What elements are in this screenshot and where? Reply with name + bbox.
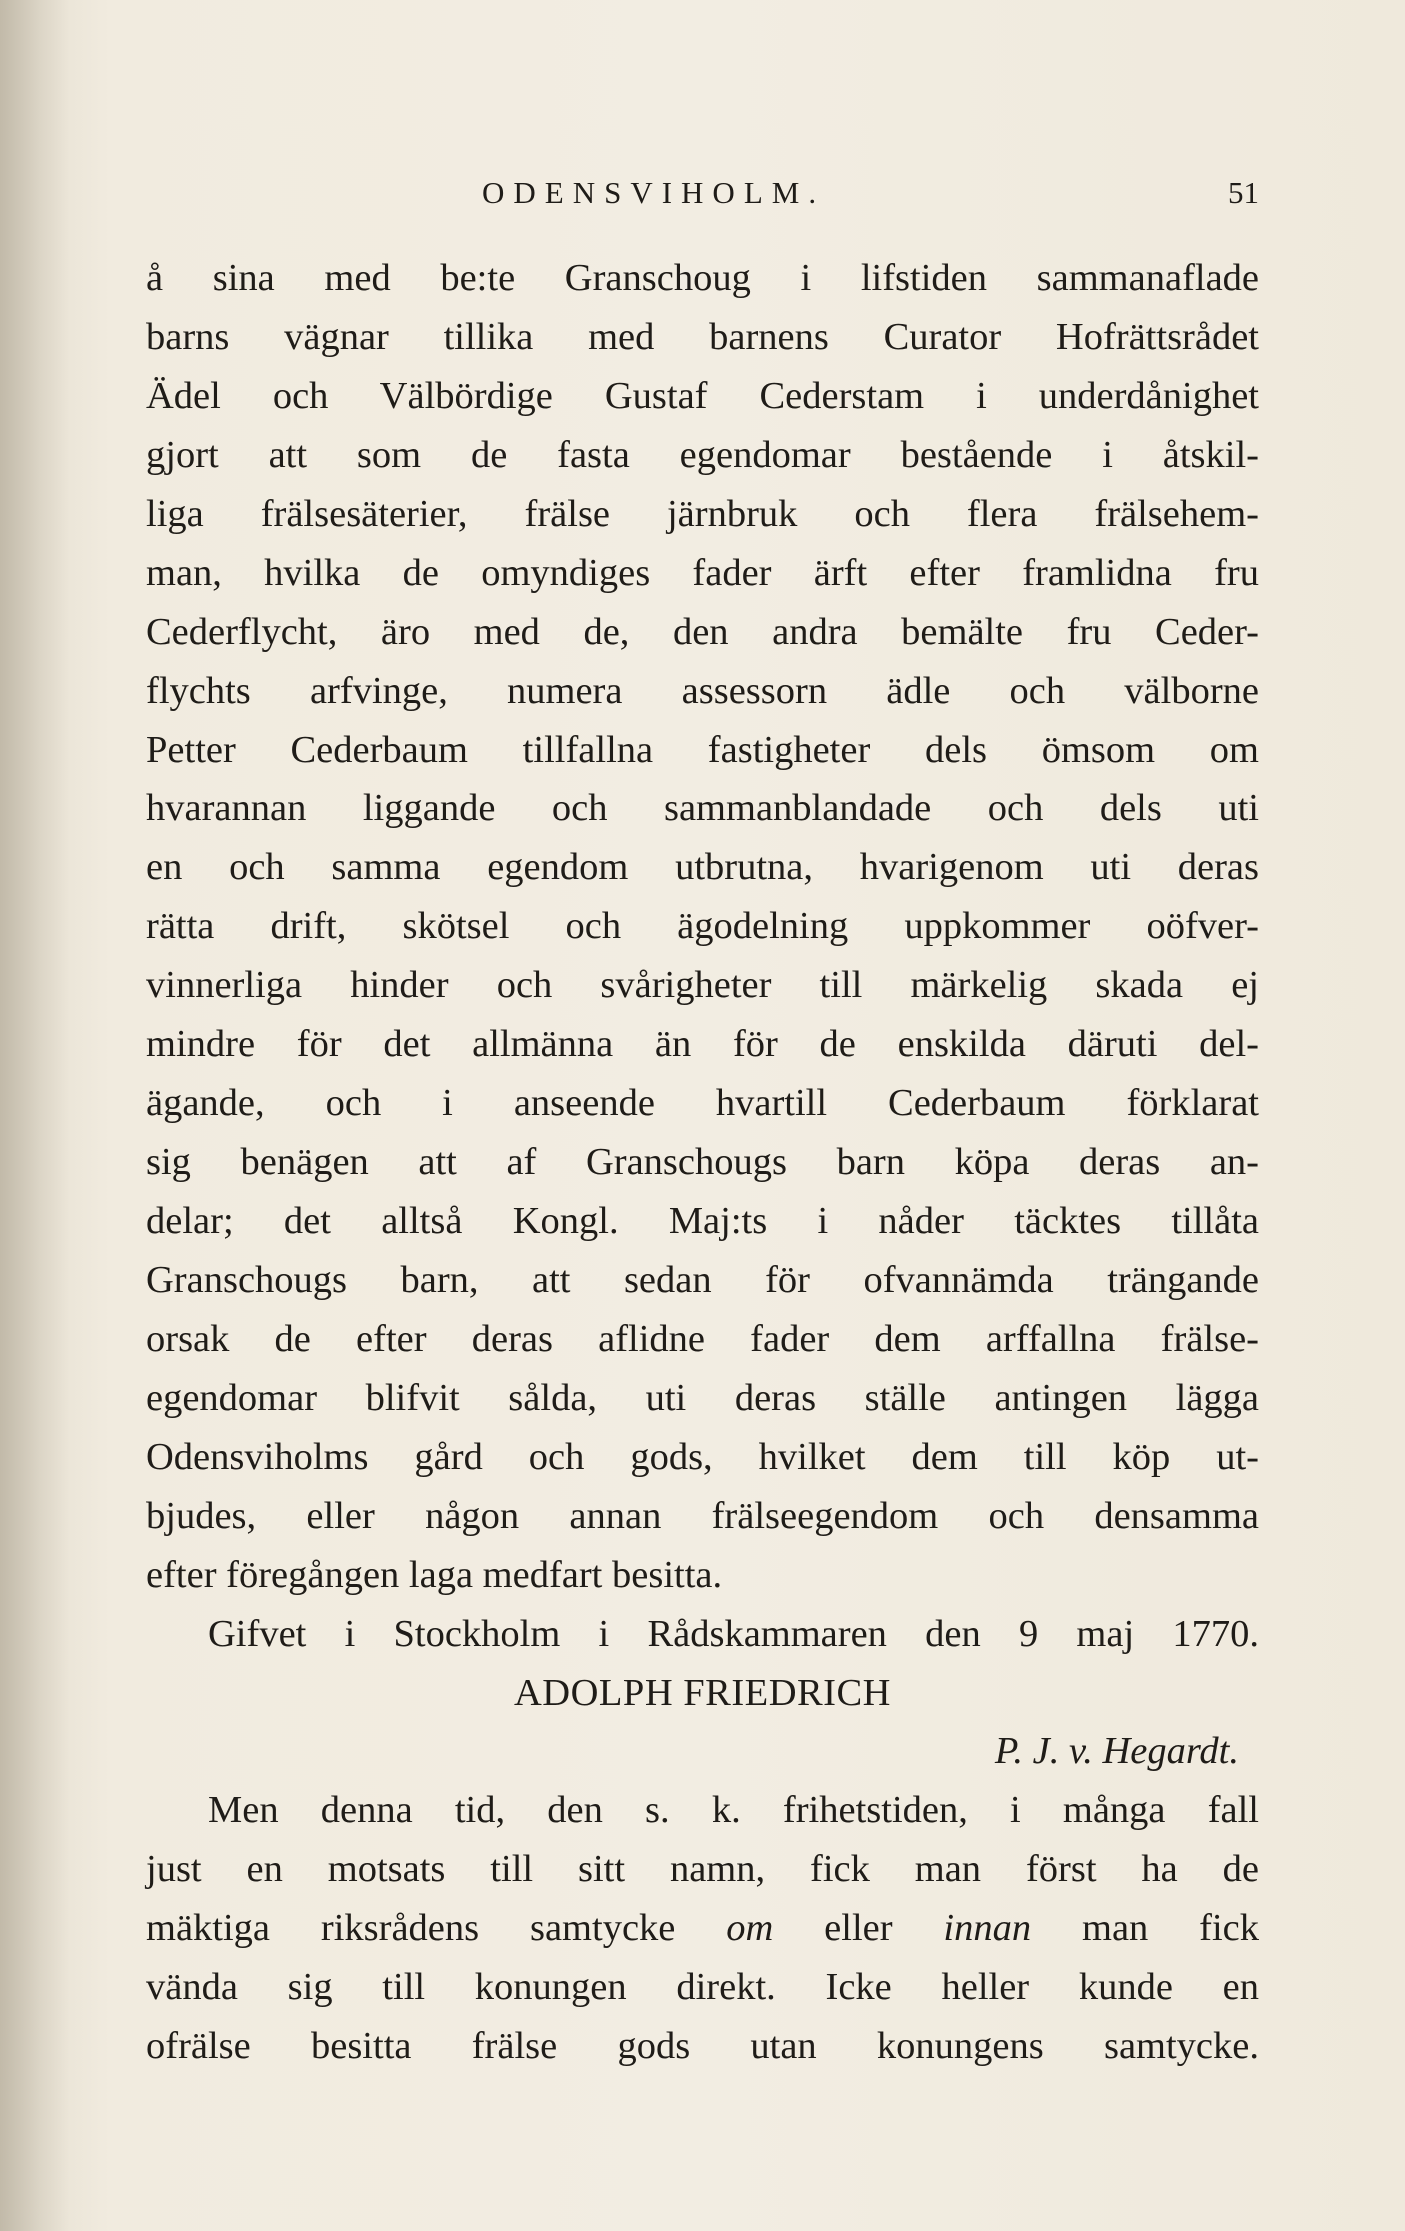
gutter-shadow [0, 0, 70, 2231]
text-line: bjudes, eller någon annan frälseegendom och densamma [146, 1494, 1259, 1537]
text-line: orsak de efter deras aflidne fader dem arffallna frälse- [146, 1317, 1259, 1360]
paragraph-line: ofrälse besitta frälse gods utan konungens samtycke. [146, 2025, 1259, 2068]
text-line: hvarannan liggande och sammanblandade och dels uti [146, 787, 1259, 830]
text-line: sig benägen att af Granschougs barn köpa deras an- [146, 1141, 1259, 1184]
text-line: Ädel och Välbördige Gustaf Cederstam i underdånighet [146, 374, 1259, 417]
text-line: ägande, och i anseende hvartill Cederbaum förklarat [146, 1082, 1259, 1125]
text-line: Odensviholms gård och gods, hvilket dem till köp ut- [146, 1435, 1259, 1478]
paragraph-line: vända sig till konungen direkt. Icke heller kunde en [146, 1966, 1259, 2009]
line-segment: mäktiga riksrådens samtycke [146, 1907, 727, 1950]
text-line: egendomar blifvit sålda, uti deras ställe antingen lägga [146, 1376, 1259, 1419]
text-line: Cederflycht, äro med de, den andra bemälte fru Ceder- [146, 610, 1259, 653]
text-line: efter föregången laga medfart besitta. [146, 1553, 723, 1596]
text-line: Petter Cederbaum tillfallna fastigheter dels ömsom om [146, 728, 1259, 771]
dateline: Gifvet i Stockholm i Rådskammaren den 9 maj 1770. [208, 1612, 1259, 1655]
text-line: gjort att som de fasta egendomar bestående i åtskil- [146, 433, 1259, 476]
text-line: Granschougs barn, att sedan för ofvannämda trängande [146, 1258, 1259, 1301]
text-line: å sina med be:te Granschoug i lifstiden sammanaflade [146, 257, 1259, 299]
line-segment: eller [773, 1907, 944, 1950]
text-line: man, hvilka de omyndiges fader ärft efter framlidna fru [146, 551, 1259, 594]
signatory: ADOLPH FRIEDRICH [514, 1671, 891, 1714]
line-segment: man fick [1031, 1907, 1259, 1950]
paragraph-line [146, 1899, 1259, 1958]
page-header [146, 168, 1259, 218]
text-line: flychts arfvinge, numera assessorn ädle och välborne [146, 669, 1259, 712]
paragraph-line: just en motsats till sitt namn, fick man först ha de [146, 1848, 1259, 1891]
emphasis-om: om [726, 1907, 774, 1950]
paragraph-line: Men denna tid, den s. k. frihetstiden, i många fall [208, 1789, 1259, 1832]
text-line: mindre för det allmänna än för de enskilda däruti del- [146, 1023, 1259, 1066]
body-text [146, 249, 1259, 2076]
text-line: barns vägnar tillika med barnens Curator Hofrättsrådet [146, 315, 1259, 358]
text-line: vinnerliga hinder och svårigheter till märkelig skada ej [146, 964, 1259, 1007]
text-line: delar; det alltså Kongl. Maj:ts i nåder täcktes tillåta [146, 1200, 1259, 1242]
page-number: 51 [1228, 175, 1259, 210]
text-line: rätta drift, skötsel och ägodelning uppkommer oöfver- [146, 905, 1259, 948]
running-head: ODENSVIHOLM. [482, 175, 826, 210]
countersign: P. J. v. Hegardt. [994, 1730, 1239, 1773]
emphasis-innan: innan [943, 1907, 1032, 1950]
text-line: liga frälsesäterier, frälse järnbruk och flera frälsehem- [146, 492, 1259, 535]
text-line: en och samma egendom utbrutna, hvarigenom uti deras [146, 846, 1259, 889]
